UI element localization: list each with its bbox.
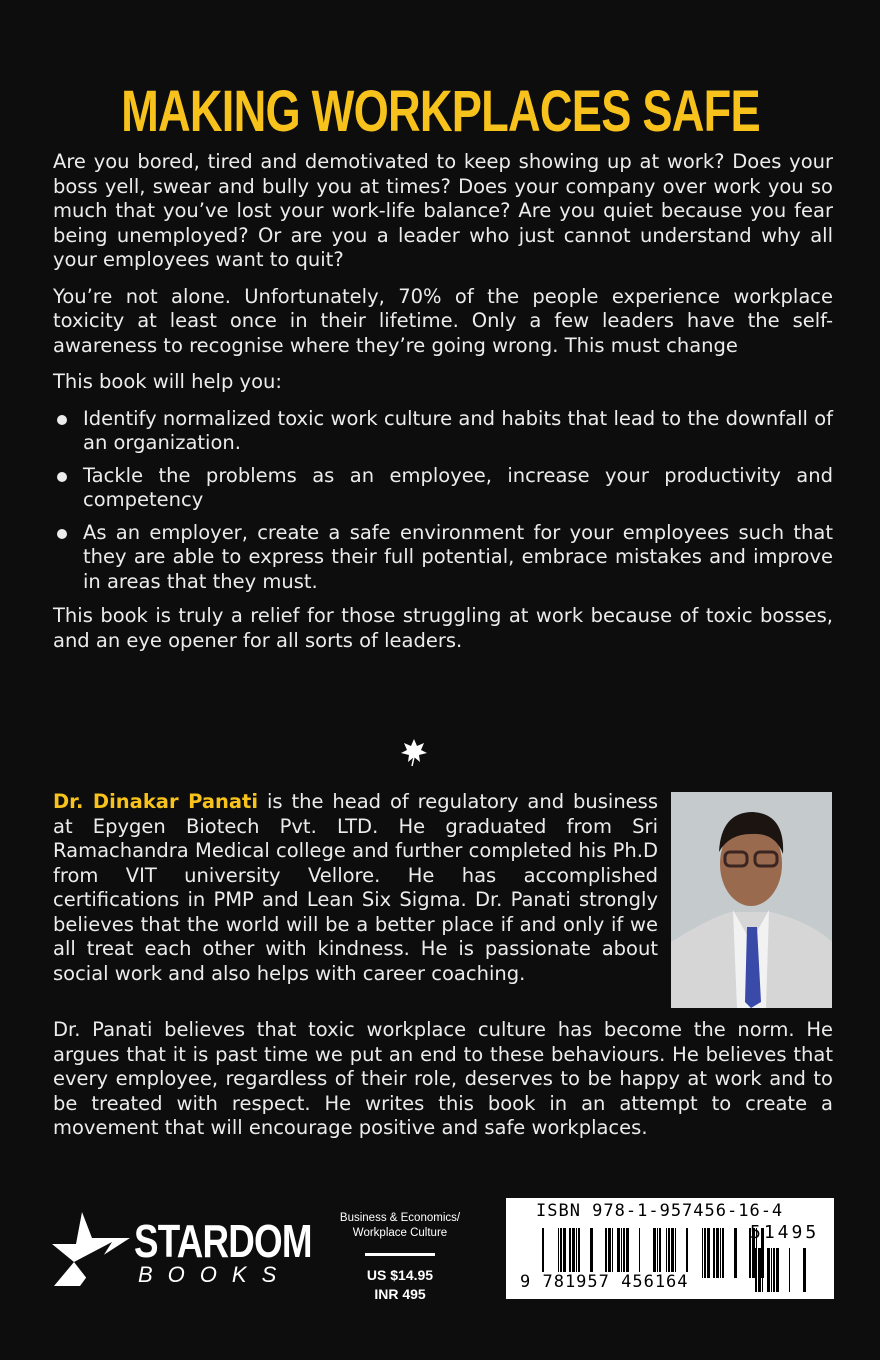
publisher-subname: BOOKS [138, 1262, 292, 1287]
author-bio-continued: Dr. Panati believes that toxic workplace culture has become the norm. He argues that it is past time we put an end to these behaviours. He believes that every employee, regardless of their role, deserves to be happy at work and to be treated with respect. He writes this book in an attempt to create a movement that will encourage positive and safe workplaces. [53, 1018, 833, 1139]
isbn-text: ISBN 978-1-957456-16-4 [536, 1201, 784, 1221]
list-item: Tackle the problems as an employee, increase your productivity and competency [53, 464, 833, 513]
star-logo-icon [52, 1210, 132, 1290]
help-intro: This book will help you: [53, 370, 282, 393]
leaf-ornament-icon [398, 736, 430, 768]
list-item: As an employer, create a safe environment for your employees such that they are able to express their full potential, embrace mistakes and improve in areas that they must. [53, 521, 833, 595]
list-item: Identify normalized toxic work culture and habits that lead to the downfall of an organization. [53, 407, 833, 456]
price-us: US $14.95 [366, 1267, 434, 1283]
price-inr: INR 495 [374, 1286, 426, 1302]
closing-paragraph: This book is truly a relief for those struggling at work because of toxic bosses, and an eye opener for all sorts of leaders. [53, 604, 833, 652]
intro-paragraph: Are you bored, tired and demotivated to keep showing up at work? Does your boss yell, swear and bully you at times? Does your company over work you so much that you’ve lost your work-life balance? Are you quiet because you fear being unemployed? Or are you a leader who just cannot understand why all your employees want to quit? [53, 150, 833, 271]
author-photo [671, 792, 832, 1008]
benefit-list [53, 407, 833, 595]
category-price [330, 1211, 470, 1304]
ean-barcode [536, 1228, 766, 1278]
author-bio [53, 790, 658, 986]
publisher-logo [52, 1210, 312, 1290]
book-title: MAKING WORKPLACES SAFE [120, 79, 760, 144]
author-name: Dr. Dinakar Panati [53, 790, 259, 813]
category: Business & Economics/ [339, 1212, 461, 1224]
addon-code: 51495 [750, 1222, 820, 1243]
category-sub: Workplace Culture [352, 1227, 448, 1239]
addon-barcode [746, 1248, 808, 1292]
isbn-barcode [506, 1198, 834, 1299]
publisher-name: STARDOM [134, 1215, 312, 1267]
description [53, 150, 833, 665]
author-bio-text: is the head of regulatory and business at Epygen Biotech Pvt. LTD. He graduated from Sri Ramachandra Medical college and further completed his Ph.D from VIT university Vellore. He has accomplished certifications in PMP and Lean Six Sigma. Dr. Panati strongly believes that the world will be a better place if and only if we all treat each other with kindness. He is passionate about social work and also helps with career coaching. [53, 790, 658, 985]
stats-paragraph: You’re not alone. Unfortunately, 70% of the people experience workplace toxicity at least once in their lifetime. Only a few leaders have the self-awareness to recognise where they’re going wrong. This must change [53, 284, 833, 357]
ean-number: 9 781957 456164 [520, 1272, 689, 1292]
divider [365, 1253, 435, 1256]
